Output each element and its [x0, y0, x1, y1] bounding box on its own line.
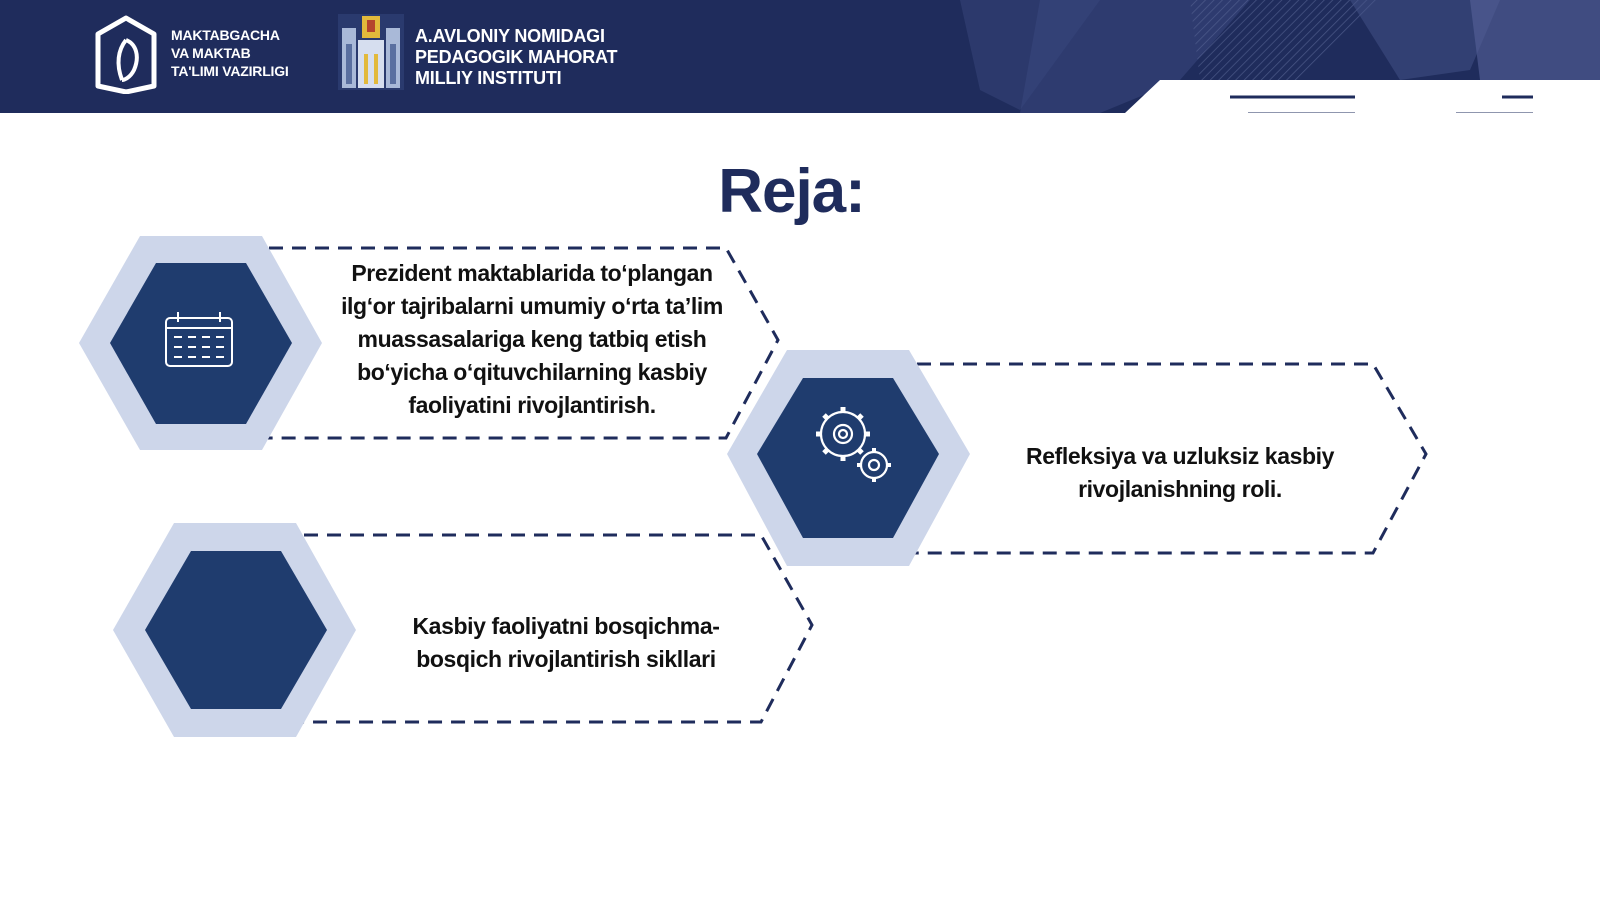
institute-logo-text: A.AVLONIY NOMIDAGI PEDAGOGIK MAHORAT MILLIY INSTITUTI	[415, 26, 618, 89]
item-1-text: Prezident maktablarida to‘plangan ilg‘or tajribalarni umumiy o‘rta ta’lim muassasalariga keng tatbiq etish bo‘yicha o‘qituvchilarning kasbiy faoliyatini rivojlantirish.	[341, 260, 723, 418]
item-3-text: Kasbiy faoliyatni bosqichma-bosqich rivojlantirish sikllari	[412, 613, 720, 672]
item-1-hexagon	[79, 236, 322, 450]
item-2-text: Refleksiya va uzluksiz kasbiy rivojlanishning roli.	[1025, 443, 1335, 502]
ministry-logo-text: MAKTABGACHA VA MAKTAB TA'LIMI VAZIRLIGI	[171, 27, 289, 79]
item-2-hexagon	[727, 350, 970, 566]
item-3-hexagon	[113, 523, 356, 737]
slide-title: Reja:	[718, 157, 865, 226]
